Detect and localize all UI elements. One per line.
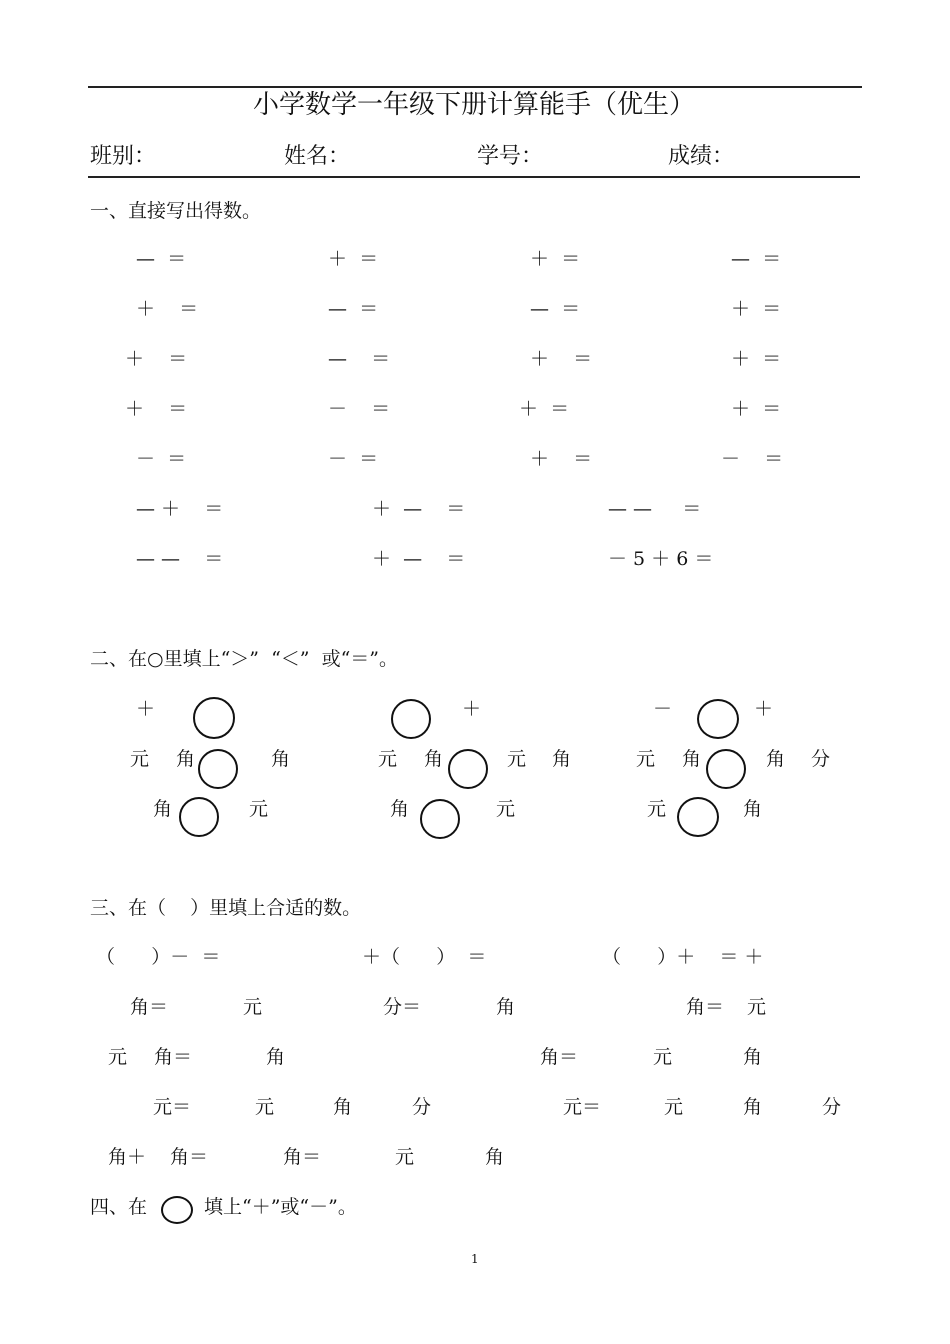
s2-r2-u1: 元 <box>130 748 150 770</box>
page-title: 小学数学一年级下册计算能手（优生） <box>253 90 696 120</box>
s2-r3-u3: 角 <box>390 798 410 820</box>
s3-r1-c2: ＋（ ） ＝ <box>362 946 487 968</box>
section4-heading-end: 填上“＋”或“－”。 <box>204 1196 357 1218</box>
s1-r1-c2: ＋ ＝ <box>328 248 379 270</box>
s3-r3-c4: 角＝ <box>540 1046 579 1068</box>
s3-r2-c6: 元 <box>747 996 767 1018</box>
s2-r3-u1: 角 <box>153 798 173 820</box>
s1-r2-c1: ＋ ＝ <box>136 298 199 320</box>
s3-r3-c5: 元 <box>653 1046 673 1068</box>
s2-r3-u4: 元 <box>496 798 516 820</box>
s1-r5-c1: － ＝ <box>136 448 187 470</box>
s3-r1-c3: （ ）＋ ＝ ＋ <box>602 946 764 968</box>
s1-r1-c4: — ＝ <box>731 248 782 270</box>
s3-r1-c1: （ ）－ ＝ <box>96 946 221 968</box>
s1-r7-c3: － 5 ＋ 6 ＝ <box>608 548 714 570</box>
s1-r2-c2: — ＝ <box>328 298 379 320</box>
s1-r4-c2: － ＝ <box>328 398 391 420</box>
s2-r2-u7: 角 <box>552 748 572 770</box>
s3-r3-c2: 角＝ <box>154 1046 193 1068</box>
number-label: 学号： <box>477 144 544 169</box>
s2-r1-op2: ＋ <box>462 698 482 720</box>
s1-r1-c3: ＋ ＝ <box>530 248 581 270</box>
top-rule <box>88 86 862 88</box>
s1-r7-c2: ＋ — ＝ <box>372 548 466 570</box>
s1-r3-c2: — ＝ <box>328 348 391 370</box>
s3-r2-c4: 角 <box>496 996 516 1018</box>
s3-r5-c3: 角＝ <box>283 1146 322 1168</box>
s3-r4-c1: 元＝ <box>153 1096 192 1118</box>
s2-r2-u5: 角 <box>424 748 444 770</box>
s3-r4-c7: 角 <box>743 1096 763 1118</box>
s3-r2-c1: 角＝ <box>130 996 169 1018</box>
s1-r4-c1: ＋ ＝ <box>125 398 188 420</box>
s3-r4-c3: 角 <box>333 1096 353 1118</box>
s2-r1-op4: ＋ <box>754 698 774 720</box>
s3-r2-c3: 分＝ <box>383 996 422 1018</box>
s1-r7-c1: — — ＝ <box>136 548 224 570</box>
s3-r5-c1: 角＋ <box>108 1146 147 1168</box>
s3-r4-c2: 元 <box>255 1096 275 1118</box>
page-number: 1 <box>471 1252 479 1266</box>
section1-heading: 一、直接写出得数。 <box>90 200 262 222</box>
s3-r4-c6: 元 <box>664 1096 684 1118</box>
s2-r2-u11: 分 <box>811 748 831 770</box>
s2-r3-u6: 角 <box>743 798 763 820</box>
s1-r5-c2: － ＝ <box>328 448 379 470</box>
compare-circle-5[interactable] <box>448 749 488 789</box>
s1-r6-c1: — ＋ ＝ <box>136 498 224 520</box>
s3-r4-c8: 分 <box>822 1096 842 1118</box>
s1-r5-c3: ＋ ＝ <box>530 448 593 470</box>
compare-circle-7[interactable] <box>179 797 219 837</box>
s1-r3-c4: ＋ ＝ <box>731 348 782 370</box>
s1-r6-c3: — — ＝ <box>608 498 702 520</box>
name-label: 姓名： <box>284 144 351 169</box>
s1-r5-c4: － ＝ <box>721 448 784 470</box>
s2-r3-u5: 元 <box>647 798 667 820</box>
s2-r2-u2: 角 <box>176 748 196 770</box>
compare-circle-8[interactable] <box>420 799 460 839</box>
s2-r2-u9: 角 <box>682 748 702 770</box>
s1-r6-c2: ＋ — ＝ <box>372 498 466 520</box>
s2-r2-u10: 角 <box>766 748 786 770</box>
s3-r3-c6: 角 <box>743 1046 763 1068</box>
s1-r3-c1: ＋ ＝ <box>125 348 188 370</box>
s2-r1-op3: － <box>653 698 673 720</box>
s3-r3-c3: 角 <box>266 1046 286 1068</box>
s2-r2-u4: 元 <box>378 748 398 770</box>
compare-circle-6[interactable] <box>706 749 746 789</box>
compare-circle-2[interactable] <box>391 699 431 739</box>
s3-r4-c4: 分 <box>412 1096 432 1118</box>
class-label: 班别： <box>90 144 157 169</box>
s2-r1-op1: ＋ <box>136 698 156 720</box>
score-label: 成绩： <box>668 144 735 169</box>
s3-r3-c1: 元 <box>108 1046 128 1068</box>
section2-heading: 二、在○里填上“＞” “＜” 或“＝”。 <box>90 648 399 670</box>
section3-heading: 三、在（ ）里填上合适的数。 <box>90 897 362 919</box>
s1-r3-c3: ＋ ＝ <box>530 348 593 370</box>
s3-r2-c2: 元 <box>243 996 263 1018</box>
s1-r4-c3: ＋ ＝ <box>519 398 570 420</box>
s3-r2-c5: 角＝ <box>686 996 725 1018</box>
header-rule <box>88 176 860 178</box>
s3-r5-c5: 角 <box>485 1146 505 1168</box>
section4-heading-start: 四、在 <box>90 1196 148 1218</box>
s3-r5-c2: 角＝ <box>170 1146 209 1168</box>
compare-circle-3[interactable] <box>697 699 739 739</box>
compare-circle-4[interactable] <box>198 749 238 789</box>
s2-r2-u3: 角 <box>271 748 291 770</box>
s1-r2-c4: ＋ ＝ <box>731 298 782 320</box>
compare-circle-1[interactable] <box>193 697 235 739</box>
compare-circle-9[interactable] <box>677 797 719 837</box>
s1-r4-c4: ＋ ＝ <box>731 398 782 420</box>
s2-r3-u2: 元 <box>249 798 269 820</box>
s1-r2-c3: — ＝ <box>530 298 581 320</box>
s1-r1-c1: — ＝ <box>136 248 187 270</box>
s3-r5-c4: 元 <box>395 1146 415 1168</box>
s3-r4-c5: 元＝ <box>563 1096 602 1118</box>
s2-r2-u6: 元 <box>507 748 527 770</box>
s2-r2-u8: 元 <box>636 748 656 770</box>
operator-circle[interactable] <box>161 1196 193 1224</box>
